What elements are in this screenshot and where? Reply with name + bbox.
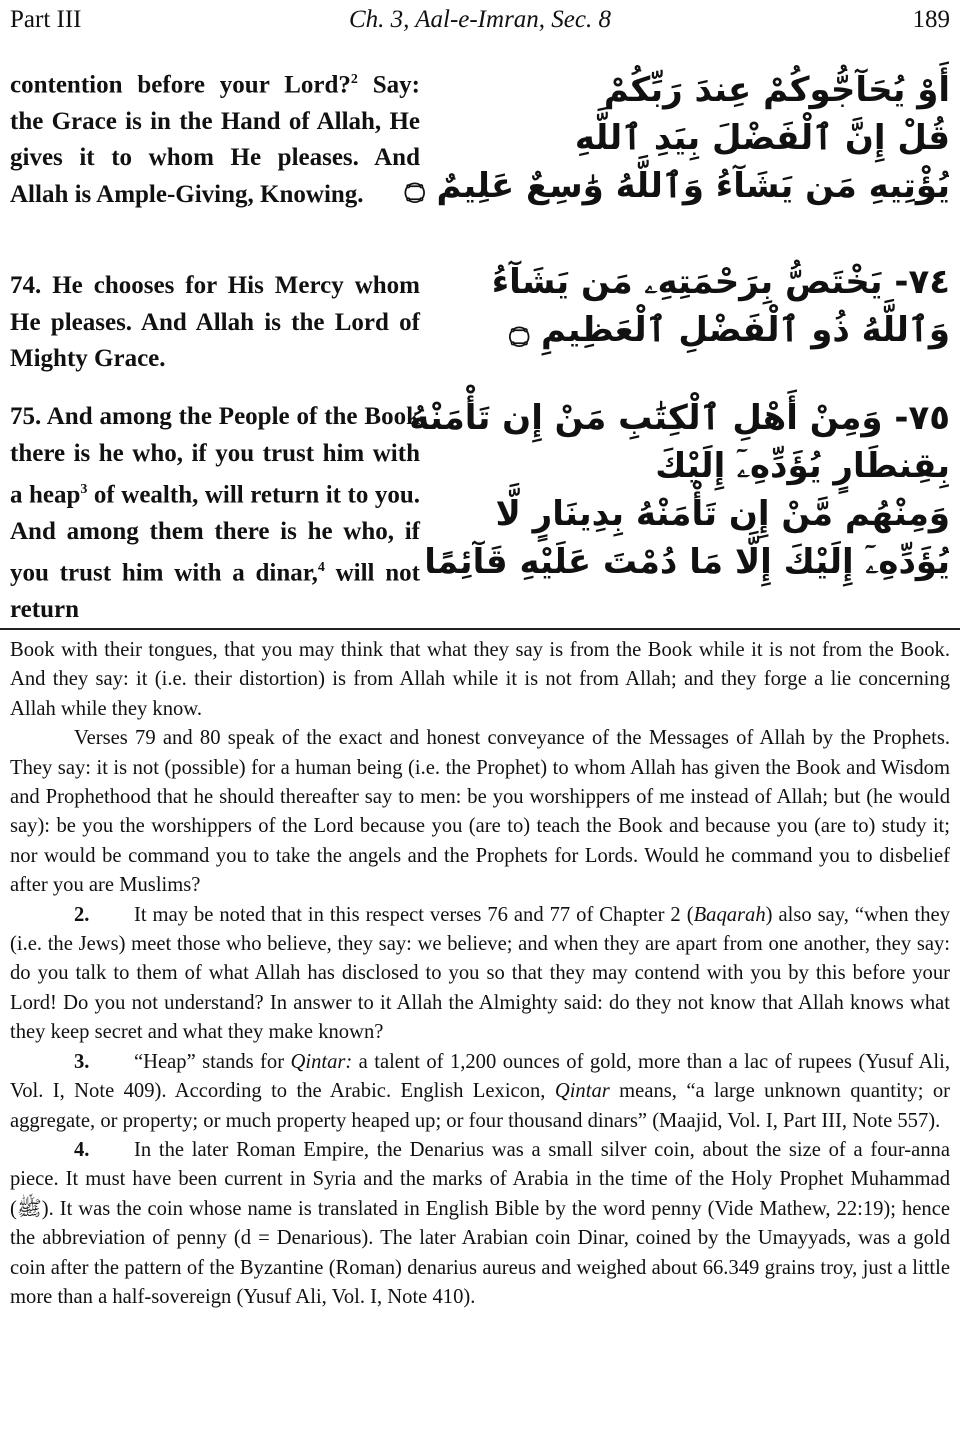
arabic-line: أَوْ يُحَآجُّوكُمْ عِندَ رَبِّكُمْ (603, 70, 950, 110)
verse-75-text-2: of wealth, will return it to you. And among them there is he who, if you trust him with a dinar, (10, 481, 421, 587)
arabic-line: يُؤَدِّهِۦٓ إِلَيْكَ إِلَّا مَا دُمْتَ عَلَيْهِ قَآئِمًا (424, 542, 950, 582)
note-verses-79-80: Verses 79 and 80 speak of the exact and honest conveyance of the Messages of Allah by the Prophets. They say: it is not (possible) for a human being (i.e. the Prophet) to whom Allah has given the Book and Wisdom and Prophethood that he should thereafter say to men: be you worshippers of me instead of Allah; but (he would say): be you the worshippers of the Lord because you (are to) teach the Book and because you (are to) study it; nor would be command you to take the angels and the Prophets for Lords. Would he command you to disbelief after you are Muslims? (10, 727, 950, 897)
verse-73-arabic (404, 66, 950, 210)
note-3-text-end: means, “a large unknown quantity; or aggregate, or property; or much property heaped up; or four thousand dinars” (Maajid, Vol. I, Part III, Note 557). (10, 1080, 950, 1132)
note-2-text-end: ) also say, “when they (i.e. the Jews) meet those who believe, they say: we believe; and when they are apart from one another, they say: do you talk to them of what Allah has disclosed to you so that they may contend with you by this before your Lord! Do you not understand? In answer to it Allah the Almighty said: do they not know that Allah knows what they keep secret and what they make known? (10, 903, 950, 1044)
verse-75-translation (10, 399, 420, 629)
arabic-line: يُؤْتِيهِ مَن يَشَآءُ وَٱللَّهُ وَٰسِعٌ عَلِيمٌ ۝ (404, 166, 950, 206)
footnote-ref-2[interactable]: 2 (350, 72, 358, 87)
arabic-line: بِقِنطَارٍ يُؤَدِّهِۦٓ إِلَيْكَ (655, 446, 950, 486)
footnote-ref-3[interactable]: 3 (80, 482, 88, 497)
verse-75-arabic (409, 394, 950, 586)
note-3-italic: Qintar: (290, 1050, 353, 1073)
footnote-ref-4[interactable]: 4 (317, 560, 325, 576)
note-continuation: Book with their tongues, that you may think that what they say is from the Book while it is not from the Book. And they say: it (i.e. their distortion) is from Allah while it is not from Allah; and they forge a lie concerning Allah while they know. (10, 639, 950, 720)
arabic-line: قُلْ إِنَّ ٱلْفَضْلَ بِيَدِ ٱللَّهِ (574, 118, 950, 158)
verse-75-text-3: will not return (10, 559, 421, 624)
note-3-text-mid: a talent of 1,200 ounces of gold, more than a lac of rupees (Yusuf Ali, Vol. I, Note 409). According to the Arabic. English Lexicon, (10, 1050, 950, 1103)
verse-75-text-1: 75. And among the People of the Book there is he who, if you trust him with a heap (10, 403, 420, 509)
page-number: 189 (912, 6, 950, 33)
note-2-text: It may be noted that in this respect verses 76 and 77 of Chapter 2 ( (134, 903, 694, 926)
part-label: Part III (10, 6, 82, 33)
note-4-number: 4. (74, 1138, 90, 1161)
footnote-divider (0, 628, 960, 630)
verse-74-translation: 74. He chooses for His Mercy whom He pleases. And Allah is the Lord of Mighty Grace. (10, 272, 420, 372)
chapter-title: Ch. 3, Aal-e-Imran, Sec. 8 (349, 6, 611, 33)
arabic-line: وَٱللَّهُ ذُو ٱلْفَضْلِ ٱلْعَظِيمِ ۝ (509, 310, 950, 350)
verse-73-translation (10, 62, 420, 213)
note-3-italic-2: Qintar (554, 1080, 610, 1103)
verse-74-arabic (485, 258, 950, 354)
verse-73-line-2: Say: the Grace is in the Hand of Allah, He gives it to whom He pleases. And Allah is Ample-Giving, Knowing. (10, 71, 420, 208)
note-3-text: “Heap” stands for (134, 1050, 291, 1073)
footnotes (10, 636, 950, 1312)
note-3 (10, 1048, 950, 1136)
note-4 (10, 1136, 950, 1312)
note-3-number: 3. (74, 1050, 90, 1073)
note-2 (10, 901, 950, 1048)
arabic-line: ٧٤- يَخْتَصُّ بِرَحْمَتِهِۦ مَن يَشَآءُ (491, 262, 950, 302)
page-header (10, 4, 950, 36)
arabic-line: وَمِنْهُم مَّنْ إِن تَأْمَنْهُ بِدِينَارٍ لَّا (495, 494, 950, 534)
note-2-italic: Baqarah (693, 903, 766, 926)
verse-73-line-1: contention before your Lord? (10, 71, 351, 99)
note-4-text: In the later Roman Empire, the Denarius was a small silver coin, about the size of a four-anna piece. It must have been current in Syria and the marks of Arabia in the time of the Holy Prophet Muhammad (ﷺ). It was the coin whose name is translated in English Bible by the word penny (Vide Mathew, 22:19); hence the abbreviation of penny (d = Denarious). The later Arabian coin Dinar, coined by the Umayyads, was a gold coin after the pattern of the Byzantine (Roman) denarius aureus and weighed about 66.349 grains troy, just a little more than a half-sovereign (Yusuf Ali, Vol. I, Note 410). (10, 1138, 950, 1308)
arabic-line: ٧٥- وَمِنْ أَهْلِ ٱلْكِتَٰبِ مَنْ إِن تَأْمَنْهُ (409, 398, 950, 438)
note-2-number: 2. (74, 903, 90, 926)
